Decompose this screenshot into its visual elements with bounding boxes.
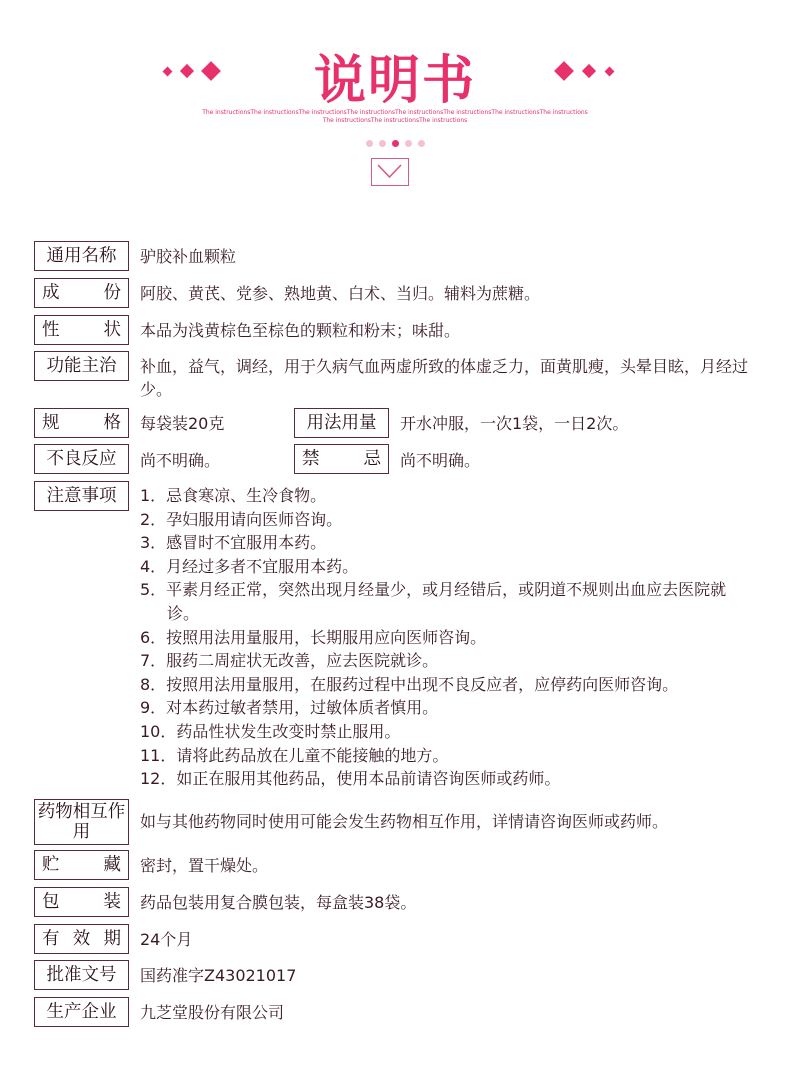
- label-indications: 功能主治: [34, 351, 129, 381]
- list-item: 2．孕妇服用请向医师咨询。: [140, 509, 343, 529]
- chevron-down-icon: [372, 159, 407, 184]
- value-dosage: 开水冲服，一次1袋，一日2次。: [400, 414, 629, 433]
- dot: [366, 140, 373, 147]
- label-ingredients: 成 份: [34, 278, 129, 308]
- value-indications: 补血，益气，调经，用于久病气血两虚所致的体虚乏力，面黄肌瘦，头晕目眩，月经过少。: [140, 357, 749, 399]
- value-storage: 密封，置干燥处。: [140, 856, 269, 875]
- label-properties: 性 状: [34, 315, 129, 345]
- value-interactions: 如与其他药物同时使用可能会发生药物相互作用，详情请咨询医师或药师。: [140, 812, 669, 831]
- value-specification: 每袋装20克: [140, 414, 225, 433]
- page-title: 说明书: [313, 51, 476, 111]
- label-dosage: 用法用量: [294, 408, 389, 438]
- label-packaging: 包 装: [34, 887, 129, 917]
- pagination-dots: [0, 133, 790, 152]
- list-item: 7．服药二周症状无改善，应去医院就诊。: [140, 651, 439, 671]
- value-manufacturer: 九芝堂股份有限公司: [140, 1003, 285, 1022]
- label-interactions: 药物相互作用: [34, 799, 129, 845]
- list-item: 11．请将此药品放在儿童不能接触的地方。: [140, 745, 449, 765]
- label-precautions: 注意事项: [34, 481, 129, 511]
- label-generic-name: 通用名称: [34, 241, 129, 271]
- list-item: 10．药品性状发生改变时禁止服用。: [140, 721, 401, 741]
- label-adverse: 不良反应: [34, 444, 129, 474]
- label-storage: 贮 藏: [34, 850, 129, 880]
- value-shelf-life: 24个月: [140, 930, 193, 949]
- list-item: 5．平素月经正常，突然出现月经量少，或月经错后，或阴道不规则出血应去医院就诊。: [140, 580, 727, 623]
- value-ingredients: 阿胶、黄芪、党参、熟地黄、白术、当归。辅料为蔗糖。: [140, 284, 541, 303]
- list-item: 8．按照用法用量服用，在服药过程中出现不良反应者，应停药向医师咨询。: [140, 674, 679, 694]
- value-packaging: 药品包装用复合膜包装，每盒装38袋。: [140, 893, 417, 912]
- list-item: 6．按照用法用量服用，长期服用应向医师咨询。: [140, 627, 487, 647]
- precautions-list: [140, 484, 754, 791]
- label-shelf-life: 有效期: [34, 924, 129, 954]
- list-item: 12．如正在服用其他药品，使用本品前请咨询医师或药师。: [140, 769, 561, 789]
- label-manufacturer: 生产企业: [34, 997, 129, 1027]
- subtitle-line-1: The instructionsThe instructionsThe instructionsThe instructionsThe instructionsThe instructionsThe instructionsThe instructions: [202, 109, 588, 116]
- value-properties: 本品为浅黄棕色至棕色的颗粒和粉末；味甜。: [140, 321, 461, 340]
- value-approval: 国药准字Z43021017: [140, 966, 297, 985]
- header: [0, 0, 790, 200]
- dot: [405, 140, 412, 147]
- label-contraindications: 禁 忌: [294, 444, 389, 474]
- scroll-down-button[interactable]: [371, 158, 409, 186]
- value-generic-name: 驴胶补血颗粒: [140, 247, 237, 266]
- list-item: 4．月经过多者不宜服用本药。: [140, 556, 359, 576]
- label-approval: 批准文号: [34, 960, 129, 990]
- list-item: 3．感冒时不宜服用本药。: [140, 533, 327, 553]
- dot: [418, 140, 425, 147]
- value-contraindications: 尚不明确。: [400, 451, 481, 470]
- label-specification: 规 格: [34, 408, 129, 438]
- value-precautions: [140, 484, 754, 791]
- dot: [379, 140, 386, 147]
- dot-active: [392, 140, 399, 147]
- list-item: 9．对本药过敏者禁用，过敏体质者慎用。: [140, 698, 439, 718]
- value-adverse: 尚不明确。: [140, 451, 221, 470]
- list-item: 1．忌食寒凉、生冷食物。: [140, 486, 327, 505]
- subtitle-line-2: The instructionsThe instructionsThe instructions: [322, 117, 468, 124]
